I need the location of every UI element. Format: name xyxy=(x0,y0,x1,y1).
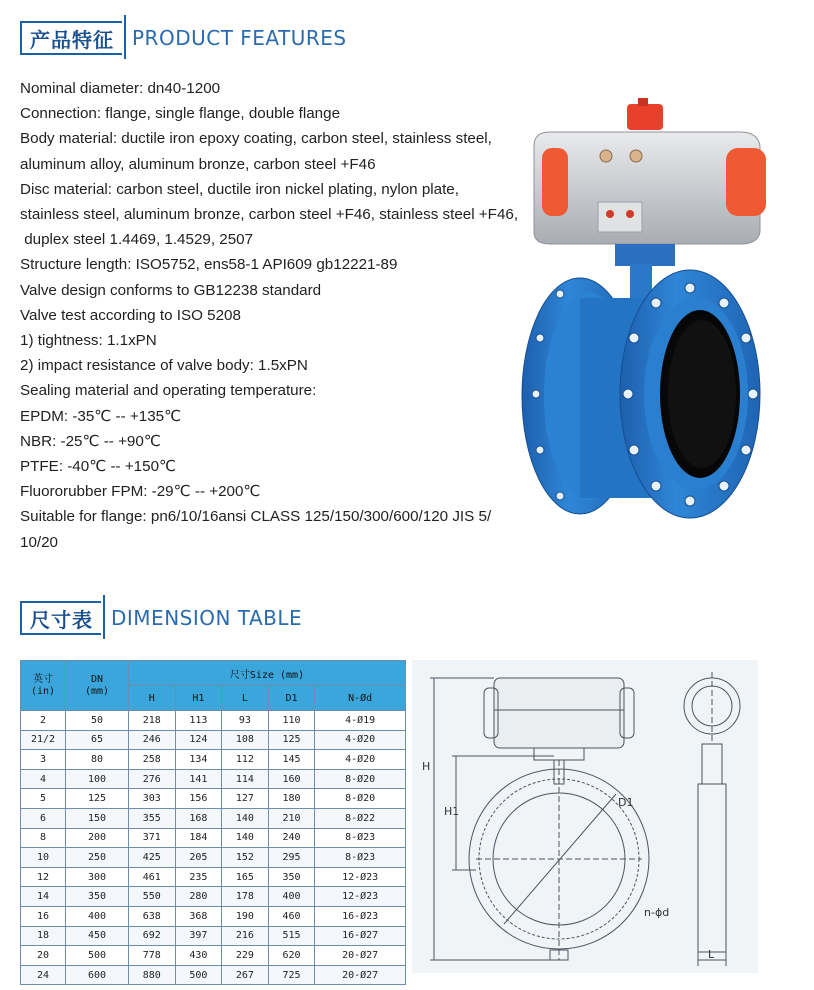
butterfly-valve-image xyxy=(510,98,810,538)
table-cell: 880 xyxy=(129,965,176,985)
table-cell: 515 xyxy=(268,926,315,946)
table-cell: 21/2 xyxy=(21,730,66,750)
table-cell: 350 xyxy=(66,887,129,907)
table-cell: 4-Ø20 xyxy=(315,730,406,750)
dimension-header-cn: 尺寸表 xyxy=(30,607,93,632)
table-cell: 6 xyxy=(21,808,66,828)
table-cell: 150 xyxy=(66,808,129,828)
table-cell: 152 xyxy=(222,848,269,868)
table-cell: 180 xyxy=(268,789,315,809)
table-cell: 8-Ø22 xyxy=(315,808,406,828)
drawing-label-nd: n-ϕd xyxy=(644,906,670,919)
table-cell: 141 xyxy=(175,769,222,789)
table-cell: 14 xyxy=(21,887,66,907)
table-cell: 303 xyxy=(129,789,176,809)
table-cell: 12 xyxy=(21,867,66,887)
table-cell: 50 xyxy=(66,711,129,731)
table-row xyxy=(21,926,406,946)
table-cell: 4-Ø19 xyxy=(315,711,406,731)
feature-line: Fluororubber FPM: -29℃ -- +200℃ xyxy=(20,483,261,501)
table-row xyxy=(21,828,406,848)
table-cell: 460 xyxy=(268,906,315,926)
table-cell: 250 xyxy=(66,848,129,868)
table-cell: 216 xyxy=(222,926,269,946)
table-cell: 8 xyxy=(21,828,66,848)
table-cell: 125 xyxy=(268,730,315,750)
table-cell: 235 xyxy=(175,867,222,887)
table-cell: 8-Ø23 xyxy=(315,828,406,848)
table-row xyxy=(21,867,406,887)
table-row xyxy=(21,711,406,731)
features-header-box xyxy=(20,21,122,55)
dimension-table-body xyxy=(21,711,406,985)
table-cell: 218 xyxy=(129,711,176,731)
table-cell: 397 xyxy=(175,926,222,946)
table-cell: 10 xyxy=(21,848,66,868)
table-cell: 4-Ø20 xyxy=(315,750,406,770)
feature-line: Sealing material and operating temperature: xyxy=(20,382,317,400)
table-cell: 160 xyxy=(268,769,315,789)
table-cell: 140 xyxy=(222,808,269,828)
table-cell: 371 xyxy=(129,828,176,848)
table-cell: 12-Ø23 xyxy=(315,867,406,887)
feature-line: stainless steel, aluminum bronze, carbon steel +F46, stainless steel +F46, xyxy=(20,206,519,224)
table-cell: 400 xyxy=(268,887,315,907)
table-cell: 65 xyxy=(66,730,129,750)
table-cell: 778 xyxy=(129,946,176,966)
table-row xyxy=(21,750,406,770)
table-cell: 165 xyxy=(222,867,269,887)
feature-line: EPDM: -35℃ -- +135℃ xyxy=(20,407,182,425)
feature-line: 10/20 xyxy=(20,533,59,551)
table-cell: 108 xyxy=(222,730,269,750)
table-cell: 638 xyxy=(129,906,176,926)
feature-line: Nominal diameter: dn40-1200 xyxy=(20,80,221,97)
table-cell: 276 xyxy=(129,769,176,789)
feature-line: Body material: ductile iron epoxy coating, carbon steel, stainless steel, xyxy=(20,130,492,148)
table-cell: 430 xyxy=(175,946,222,966)
col-header-h: H xyxy=(129,686,176,711)
drawing-label-d1: D1 xyxy=(618,796,634,809)
feature-line: NBR: -25℃ -- +90℃ xyxy=(20,432,161,450)
table-row xyxy=(21,887,406,907)
table-cell: 156 xyxy=(175,789,222,809)
table-cell: 110 xyxy=(268,711,315,731)
feature-line: Valve design conforms to GB12238 standard xyxy=(20,281,322,299)
dimension-header-box xyxy=(20,601,101,635)
table-cell: 350 xyxy=(268,867,315,887)
table-cell: 300 xyxy=(66,867,129,887)
feature-line: PTFE: -40℃ -- +150℃ xyxy=(20,458,177,476)
feature-line: aluminum alloy, aluminum bronze, carbon steel +F46 xyxy=(20,155,376,173)
table-row xyxy=(21,808,406,828)
table-cell: 400 xyxy=(66,906,129,926)
table-cell: 145 xyxy=(268,750,315,770)
feature-line: 1) tightness: 1.1xPN xyxy=(20,332,157,350)
table-cell: 229 xyxy=(222,946,269,966)
table-cell: 2 xyxy=(21,711,66,731)
features-list xyxy=(20,76,540,555)
table-cell: 114 xyxy=(222,769,269,789)
feature-line: Disc material: carbon steel, ductile iron nickel plating, nylon plate, xyxy=(20,180,459,198)
table-cell: 80 xyxy=(66,750,129,770)
table-cell: 125 xyxy=(66,789,129,809)
table-cell: 725 xyxy=(268,965,315,985)
table-cell: 3 xyxy=(21,750,66,770)
table-cell: 20-Ø27 xyxy=(315,965,406,985)
table-cell: 280 xyxy=(175,887,222,907)
table-cell: 127 xyxy=(222,789,269,809)
features-header-cn: 产品特征 xyxy=(30,27,114,52)
table-cell: 355 xyxy=(129,808,176,828)
table-cell: 16 xyxy=(21,906,66,926)
features-header-en: PRODUCT FEATURES xyxy=(132,26,347,50)
table-cell: 20-Ø27 xyxy=(315,946,406,966)
table-cell: 8-Ø20 xyxy=(315,769,406,789)
table-cell: 550 xyxy=(129,887,176,907)
col-header-dn: DN (mm) xyxy=(66,661,129,711)
col-header-nd: N-Ød xyxy=(315,686,406,711)
table-cell: 692 xyxy=(129,926,176,946)
table-cell: 100 xyxy=(66,769,129,789)
table-row xyxy=(21,906,406,926)
col-header-l: L xyxy=(222,686,269,711)
table-cell: 16-Ø23 xyxy=(315,906,406,926)
table-cell: 450 xyxy=(66,926,129,946)
table-cell: 134 xyxy=(175,750,222,770)
table-cell: 190 xyxy=(222,906,269,926)
drawing-label-h: H xyxy=(422,760,431,773)
table-cell: 20 xyxy=(21,946,66,966)
table-row xyxy=(21,730,406,750)
table-cell: 258 xyxy=(129,750,176,770)
table-cell: 620 xyxy=(268,946,315,966)
table-cell: 200 xyxy=(66,828,129,848)
table-cell: 8-Ø20 xyxy=(315,789,406,809)
table-cell: 112 xyxy=(222,750,269,770)
table-cell: 461 xyxy=(129,867,176,887)
table-cell: 113 xyxy=(175,711,222,731)
col-header-size-group: 尺寸Size (mm) xyxy=(129,661,406,686)
col-header-h1: H1 xyxy=(175,686,222,711)
table-row xyxy=(21,946,406,966)
col-header-d1: D1 xyxy=(268,686,315,711)
table-row xyxy=(21,965,406,985)
table-cell: 5 xyxy=(21,789,66,809)
dimension-header-en: DIMENSION TABLE xyxy=(111,606,303,630)
table-cell: 600 xyxy=(66,965,129,985)
table-cell: 18 xyxy=(21,926,66,946)
table-cell: 124 xyxy=(175,730,222,750)
table-cell: 425 xyxy=(129,848,176,868)
table-cell: 8-Ø23 xyxy=(315,848,406,868)
table-cell: 295 xyxy=(268,848,315,868)
table-cell: 184 xyxy=(175,828,222,848)
dimension-section-header xyxy=(20,601,302,635)
feature-line: Suitable for flange: pn6/10/16ansi CLASS 125/150/300/600/120 JIS 5/ xyxy=(20,508,492,526)
feature-line: Structure length: ISO5752, ens58-1 API609 gb12221-89 xyxy=(20,256,398,274)
table-cell: 205 xyxy=(175,848,222,868)
drawing-label-h1: H1 xyxy=(444,805,460,818)
drawing-label-l: L xyxy=(708,948,715,961)
table-cell: 500 xyxy=(66,946,129,966)
dimension-table xyxy=(20,660,406,985)
table-cell: 168 xyxy=(175,808,222,828)
table-cell: 178 xyxy=(222,887,269,907)
table-cell: 16-Ø27 xyxy=(315,926,406,946)
feature-line: 2) impact resistance of valve body: 1.5xPN xyxy=(20,357,308,375)
table-cell: 210 xyxy=(268,808,315,828)
features-section-header xyxy=(20,21,347,55)
table-cell: 93 xyxy=(222,711,269,731)
table-row xyxy=(21,769,406,789)
valve-dimension-drawing xyxy=(412,660,758,973)
table-cell: 140 xyxy=(222,828,269,848)
table-cell: 24 xyxy=(21,965,66,985)
feature-line: duplex steel 1.4469, 1.4529, 2507 xyxy=(20,231,254,249)
table-cell: 12-Ø23 xyxy=(315,887,406,907)
table-cell: 246 xyxy=(129,730,176,750)
table-cell: 267 xyxy=(222,965,269,985)
table-cell: 240 xyxy=(268,828,315,848)
table-cell: 500 xyxy=(175,965,222,985)
table-cell: 368 xyxy=(175,906,222,926)
feature-line: Valve test according to ISO 5208 xyxy=(20,306,241,324)
table-row xyxy=(21,789,406,809)
feature-line: Connection: flange, single flange, double flange xyxy=(20,105,341,123)
col-header-inch: 英寸 (in) xyxy=(21,661,66,711)
table-cell: 4 xyxy=(21,769,66,789)
table-row xyxy=(21,848,406,868)
